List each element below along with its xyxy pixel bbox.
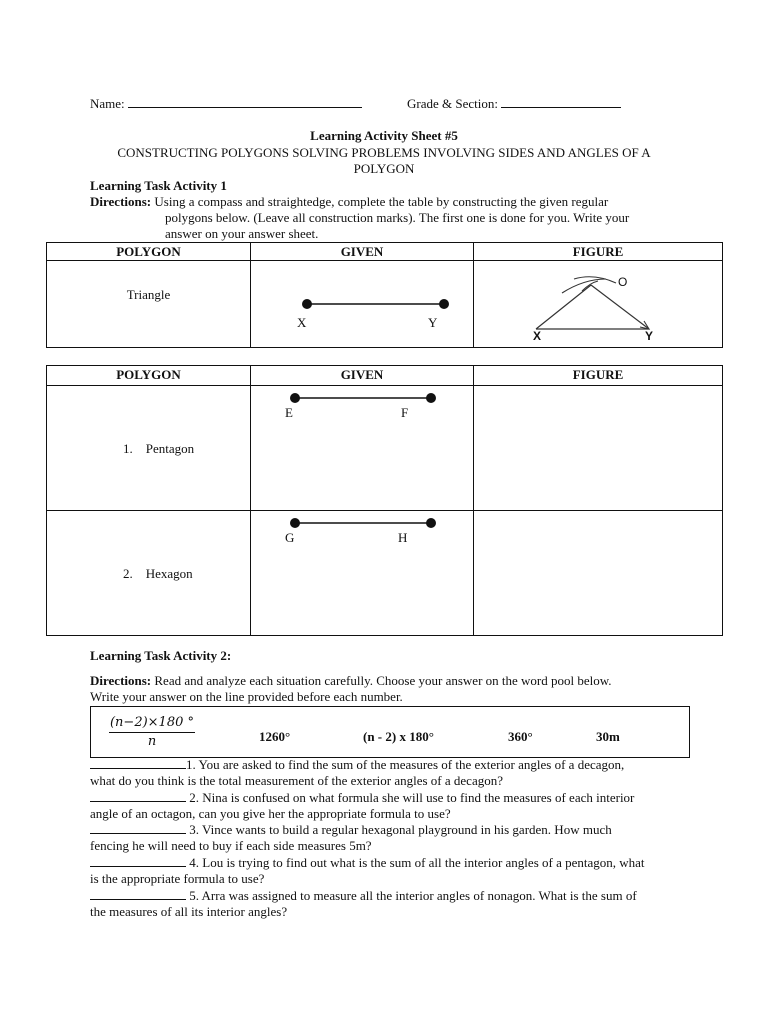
col-header-figure: FIGURE bbox=[474, 243, 723, 261]
question-2-line1: 2. Nina is confused on what formula she will use to find the measures of each interior bbox=[186, 790, 635, 805]
pentagon-given-cell bbox=[251, 386, 474, 511]
question-3 bbox=[90, 822, 690, 854]
word-pool-formula bbox=[109, 715, 195, 749]
page-subtitle-line2: POLYGON bbox=[353, 161, 415, 176]
col-header-given: GIVEN bbox=[251, 366, 474, 386]
hexagon-given-cell bbox=[251, 511, 474, 636]
question-5-line1: 5. Arra was assigned to measure all the interior angles of nonagon. What is the sum of bbox=[186, 888, 637, 903]
question-4-line1: 4. Lou is trying to find out what is the sum of all the interior angles of a pentagon, what bbox=[186, 855, 645, 870]
question-2-line2: angle of an octagon, can you give her the appropriate formula to use? bbox=[90, 806, 451, 821]
example-triangle-construction bbox=[474, 261, 722, 347]
hexagon-polygon-cell bbox=[47, 511, 251, 636]
pentagon-figure-cell[interactable] bbox=[474, 386, 723, 511]
word-pool bbox=[90, 706, 690, 758]
example-figure-label-o: O bbox=[618, 275, 628, 289]
grade-section-blank[interactable] bbox=[501, 95, 621, 108]
task1-heading: Learning Task Activity 1 bbox=[90, 178, 227, 193]
example-figure-label-y: Y bbox=[645, 329, 654, 343]
pentagon-number: 1. bbox=[123, 441, 133, 456]
pentagon-polygon-cell bbox=[47, 386, 251, 511]
name-blank[interactable] bbox=[128, 95, 362, 108]
task2-directions-line2: Write your answer on the line provided before each number. bbox=[90, 689, 403, 704]
answer-blank-4[interactable] bbox=[90, 855, 186, 867]
answer-blank-2[interactable] bbox=[90, 790, 186, 802]
question-3-line1: 3. Vince wants to build a regular hexagonal playground in his garden. How much bbox=[186, 822, 612, 837]
question-4 bbox=[90, 855, 690, 887]
question-4-line2: is the appropriate formula to use? bbox=[90, 871, 265, 886]
col-header-polygon: POLYGON bbox=[47, 243, 251, 261]
example-given-label-y: Y bbox=[428, 315, 438, 330]
activity1-table bbox=[46, 365, 723, 636]
example-given-label-x: X bbox=[297, 315, 307, 330]
given-label-f: F bbox=[401, 405, 409, 420]
word-pool-item-3: 360° bbox=[508, 729, 533, 744]
task1-directions-line1 bbox=[90, 194, 608, 210]
example-polygon-name: Triangle bbox=[126, 287, 171, 302]
given-label-h: H bbox=[398, 530, 408, 545]
example-polygon-cell bbox=[47, 261, 251, 348]
task2-directions-label: Directions: bbox=[90, 673, 152, 688]
example-table bbox=[46, 242, 723, 348]
task1-directions-text1: Using a compass and straightedge, complete the table by constructing the given regular bbox=[154, 194, 609, 209]
task1-directions-line2: polygons below. (Leave all construction marks). The first one is done for you. Write your bbox=[165, 210, 630, 225]
question-5 bbox=[90, 888, 690, 920]
page-subtitle-line1: CONSTRUCTING POLYGONS SOLVING PROBLEMS INVOLVING SIDES AND ANGLES OF A bbox=[117, 145, 651, 160]
question-3-line2: fencing he will need to buy if each side measures 5m? bbox=[90, 838, 372, 853]
name-label: Name: bbox=[90, 96, 125, 111]
col-header-given: GIVEN bbox=[251, 243, 474, 261]
answer-blank-5[interactable] bbox=[90, 888, 186, 900]
pentagon-name: Pentagon bbox=[145, 441, 195, 456]
question-5-line2: the measures of all its interior angles? bbox=[90, 904, 288, 919]
task2-directions-line1 bbox=[90, 673, 612, 689]
word-pool-item-2: (n - 2) x 180° bbox=[363, 729, 434, 744]
task1-directions-label: Directions: bbox=[90, 194, 152, 209]
task2-directions-text1: Read and analyze each situation carefully. Choose your answer on the word pool below. bbox=[154, 673, 612, 688]
grade-section-field[interactable] bbox=[407, 95, 621, 112]
question-1 bbox=[90, 757, 690, 789]
hexagon-name: Hexagon bbox=[145, 566, 193, 581]
question-2 bbox=[90, 790, 690, 822]
answer-blank-1[interactable] bbox=[90, 757, 186, 769]
name-field[interactable] bbox=[90, 95, 362, 112]
page-title: Learning Activity Sheet #5 bbox=[310, 128, 458, 143]
formula-denominator: n bbox=[109, 732, 195, 749]
task1-directions-line3: answer on your answer sheet. bbox=[165, 226, 319, 241]
given-label-g: G bbox=[285, 530, 295, 545]
example-segment-xy bbox=[251, 261, 473, 347]
hexagon-number: 2. bbox=[123, 566, 133, 581]
example-given-cell bbox=[251, 261, 474, 348]
task2-heading: Learning Task Activity 2: bbox=[90, 648, 232, 663]
example-figure-label-x: X bbox=[533, 329, 542, 343]
word-pool-item-4: 30m bbox=[596, 729, 620, 744]
word-pool-item-1: 1260° bbox=[259, 729, 291, 744]
grade-section-label: Grade & Section: bbox=[407, 96, 498, 111]
formula-numerator: (n−2)×180 ° bbox=[109, 715, 195, 730]
col-header-figure: FIGURE bbox=[474, 366, 723, 386]
question-1-line1: 1. You are asked to find the sum of the measures of the exterior angles of a decagon, bbox=[186, 757, 625, 772]
question-1-line2: what do you think is the total measurement of the exterior angles of a decagon? bbox=[90, 773, 503, 788]
answer-blank-3[interactable] bbox=[90, 822, 186, 834]
hexagon-figure-cell[interactable] bbox=[474, 511, 723, 636]
hexagon-label bbox=[123, 566, 250, 582]
col-header-polygon: POLYGON bbox=[47, 366, 251, 386]
given-label-e: E bbox=[285, 405, 293, 420]
pentagon-label bbox=[123, 441, 250, 457]
example-figure-cell bbox=[474, 261, 723, 348]
